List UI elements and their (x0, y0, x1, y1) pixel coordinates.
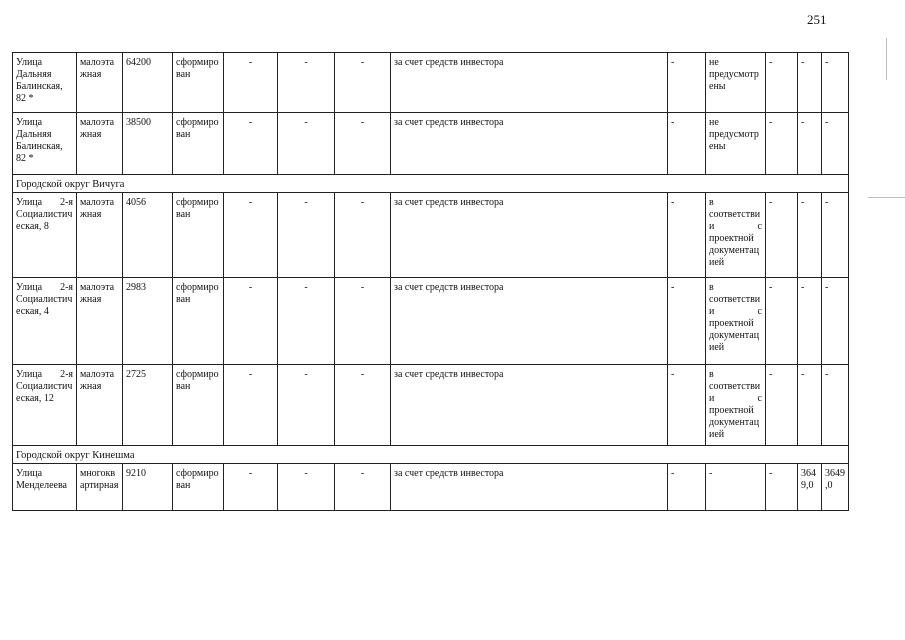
housing-type-cell: малоэтажная (77, 278, 123, 365)
table-row (13, 464, 849, 511)
provision-cell: в соответствии с проектной документацией (706, 365, 766, 446)
dash-cell: - (668, 464, 706, 511)
group-header-kineshma: Городской округ Кинешма (13, 446, 849, 464)
dash-cell: - (335, 53, 391, 113)
area-cell: 9210 (123, 464, 173, 511)
housing-type-cell: многоквартирная (77, 464, 123, 511)
dash-cell: - (822, 193, 849, 278)
status-cell: сформирован (173, 53, 224, 113)
dash-cell: - (668, 365, 706, 446)
dash-cell: - (766, 193, 798, 278)
value-cell: 3649,0 (822, 464, 849, 511)
status-cell: сформирован (173, 193, 224, 278)
dash-cell: - (224, 113, 278, 175)
area-cell: 38500 (123, 113, 173, 175)
scan-mark-top (886, 38, 887, 80)
funding-cell: за счет средств инвестора (391, 193, 668, 278)
dash-cell: - (668, 53, 706, 113)
dash-cell: - (224, 53, 278, 113)
dash-cell: - (798, 365, 822, 446)
group-header-vichuga: Городской округ Вичуга (13, 175, 849, 193)
street-cell: Улица Дальняя Балинская, 82 * (13, 53, 77, 113)
dash-cell: - (766, 278, 798, 365)
table-row (13, 113, 849, 175)
housing-type-cell: малоэтажная (77, 193, 123, 278)
dash-cell: - (798, 113, 822, 175)
dash-cell: - (668, 278, 706, 365)
dash-cell: - (668, 113, 706, 175)
dash-cell: - (822, 365, 849, 446)
scan-mark-middle (868, 197, 905, 198)
dash-cell: - (278, 278, 335, 365)
street-cell: Улица Дальняя Балинская, 82 * (13, 113, 77, 175)
dash-cell: - (335, 464, 391, 511)
dash-cell: - (822, 113, 849, 175)
table-row (13, 193, 849, 278)
status-cell: сформирован (173, 113, 224, 175)
funding-cell: за счет средств инвестора (391, 464, 668, 511)
funding-cell: за счет средств инвестора (391, 113, 668, 175)
page-number: 251 (807, 12, 827, 27)
street-cell: Улица 2-я Социалистическая, 4 (13, 278, 77, 365)
dash-cell: - (278, 113, 335, 175)
street-cell: Улица 2-я Социалистическая, 8 (13, 193, 77, 278)
area-cell: 4056 (123, 193, 173, 278)
table-row (13, 278, 849, 365)
dash-cell: - (278, 464, 335, 511)
dash-cell: - (335, 193, 391, 278)
dash-cell: - (766, 113, 798, 175)
table-row (13, 53, 849, 113)
dash-cell: - (798, 278, 822, 365)
housing-type-cell: малоэтажная (77, 53, 123, 113)
status-cell: сформирован (173, 365, 224, 446)
funding-cell: за счет средств инвестора (391, 53, 668, 113)
dash-cell: - (224, 464, 278, 511)
land-plots-table (12, 52, 849, 511)
dash-cell: - (224, 278, 278, 365)
dash-cell: - (798, 53, 822, 113)
status-cell: сформирован (173, 278, 224, 365)
provision-cell: в соответствии с проектной документацией (706, 278, 766, 365)
dash-cell: - (278, 53, 335, 113)
provision-cell: не предусмотрены (706, 53, 766, 113)
provision-cell: в соответствии с проектной документацией (706, 193, 766, 278)
group-row (13, 446, 849, 464)
housing-type-cell: малоэтажная (77, 365, 123, 446)
street-cell: Улица 2-я Социалистическая, 12 (13, 365, 77, 446)
table-row (13, 365, 849, 446)
dash-cell: - (224, 193, 278, 278)
provision-cell: не предусмотрены (706, 113, 766, 175)
provision-cell: - (706, 464, 766, 511)
funding-cell: за счет средств инвестора (391, 278, 668, 365)
street-cell: Улица Менделеева (13, 464, 77, 511)
dash-cell: - (822, 53, 849, 113)
area-cell: 2725 (123, 365, 173, 446)
dash-cell: - (335, 278, 391, 365)
dash-cell: - (278, 193, 335, 278)
status-cell: сформирован (173, 464, 224, 511)
dash-cell: - (335, 113, 391, 175)
funding-cell: за счет средств инвестора (391, 365, 668, 446)
dash-cell: - (668, 193, 706, 278)
housing-type-cell: малоэтажная (77, 113, 123, 175)
dash-cell: - (766, 53, 798, 113)
dash-cell: - (822, 278, 849, 365)
dash-cell: - (798, 193, 822, 278)
dash-cell: - (224, 365, 278, 446)
area-cell: 2983 (123, 278, 173, 365)
dash-cell: - (278, 365, 335, 446)
group-row (13, 175, 849, 193)
dash-cell: - (766, 365, 798, 446)
area-cell: 64200 (123, 53, 173, 113)
dash-cell: - (766, 464, 798, 511)
dash-cell: - (335, 365, 391, 446)
value-cell: 3649,0 (798, 464, 822, 511)
